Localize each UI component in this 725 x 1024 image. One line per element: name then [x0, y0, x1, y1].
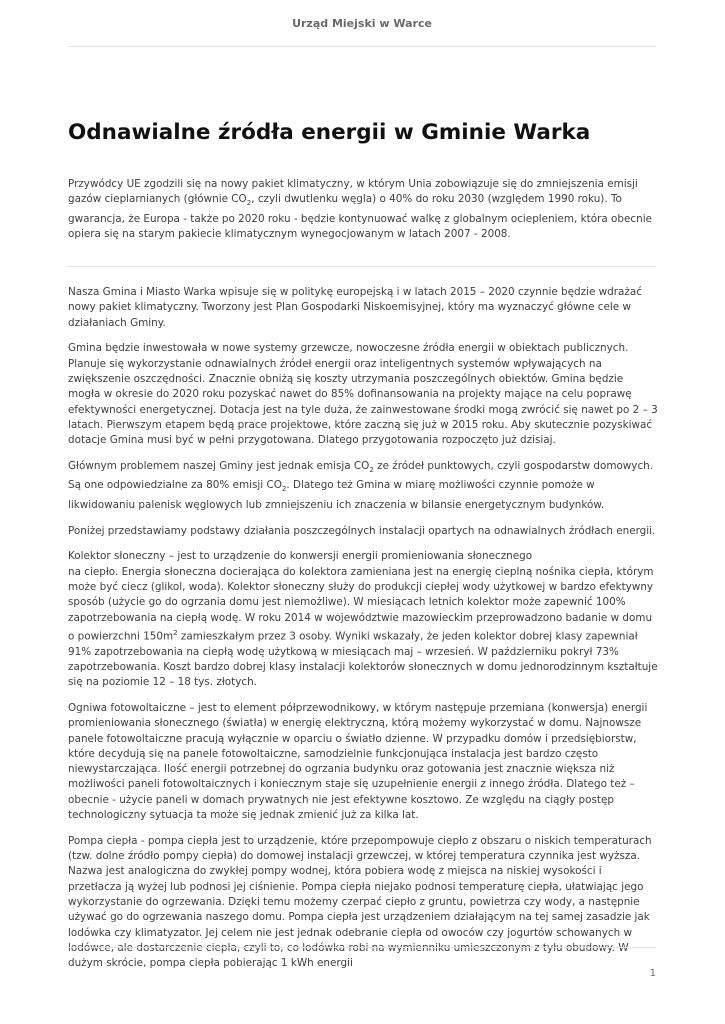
paragraph-emission: Głównym problemem naszej Gminy jest jednak emisja $CO_2$ ze źródeł punktowych, czyli gospodarstw domowych. Są one odpowiedzialne za 80% emisji $CO_2$. Dlatego też Gmina w miarę możliwości czynnie pomoże w likwidowaniu palenisk węglowych lub zmniejszeniu ich znaczenia w bilansie energetycznym budynków. [68, 459, 654, 511]
header-divider [68, 46, 656, 47]
superscript-2: 2 [173, 628, 178, 637]
footer-divider [68, 947, 656, 948]
paragraph-photovoltaic: Ogniwa fotowoltaiczne – jest to element półprzewodnikowy, w którym następuje przemiana (konwersja) energii promieniowania słonecznego (światła) w energię elektryczną, którą możemy wykorzystać w domu. Najnowsze panele fotowoltaiczne pracują wyłącznie w oparciu o światło dzienne. W przypadku domów i przedsiębiorstw, które decydują się na panele fotowoltaiczne, samodzielnie funkcjonująca instalacja jest bardzo często niewystarczająca. Ilość energii potrzebnej do ogrzania budynku oraz gotowania jest znacznie większa niż możliwości paneli fotowoltaicznych i koniecznym staje się uzupełnienie energii z innego źródła. Dlatego też – obecnie - użycie paneli w domach prywatnych nie jest efektywne kosztowo. Ze względu na ciągły postęp technologiczny sytuacja ta może się jednak zmienić już za kilka lat. [68, 701, 648, 822]
body-section [68, 285, 658, 982]
section-divider [68, 266, 656, 267]
paragraph-intro-installations: Poniżej przedstawiamy podstawy działania poszczególnych instalacji opartych na odnawialnych źródłach energii. [68, 524, 656, 537]
paragraph-heat-pump: Pompa ciepła - pompa ciepła jest to urządzenie, które przepompowuje ciepło z obszaru o niskich temperaturach (tzw. dolne źródło pompy ciepła) do domowej instalacji grzewczej, w której temperatura czynnika jest wyższa. Nazwa jest analogiczna do zwykłej pompy wodnej, która pobiera wodę z miejsca na niskiej wysokości i przetłacza ją wyżej lub podnosi jej ciśnienie. Pompa ciepła niejako podnosi temperaturę ciepła, ułatwiając jego wykorzystanie do ogrzewania. Dzięki temu możemy czerpać ciepło z gruntu, powietrza czy wody, a następnie używać go do ogrzewania naszego domu. Pompa ciepła jest urządzeniem działającym na tej samej zasadzie jak lodówka czy klimatyzator. Jej celem nie jest jednak odebranie ciepła od owoców czy jogurtów schowanych w dużym skrócie, pompa ciepła pobierając 1 kWh energii [68, 834, 652, 970]
subscript-2: 2 [246, 199, 252, 208]
document-header: Urząd Miejski w Warce [292, 17, 432, 30]
page-number: 1 [649, 968, 656, 979]
paragraph-policy: Nasza Gmina i Miasto Warka wpisuje się w politykę europejską i w latach 2015 – 2020 czynnie będzie wdrażać nowy pakiet klimatyczny. Tworzony jest Plan Gospodarki Niskoemisyjnej, który ma wyznaczyć główne cele w działaniach Gminy. [68, 286, 642, 329]
paragraph-investment: Gmina będzie inwestowała w nowe systemy grzewcze, nowoczesne źródła energii w obiektach publicznych. Planuje się wykorzystanie odnawialnych źródeł energii oraz inteligentnych systemów wpływających na zwiększenie oszczędności. Znacznie obniżą się koszty utrzymania poszczególnych obiektów. Gmina będzie mogła w okresie do 2020 roku pozyskać nawet do 85% dofinansowania na projekty mające na celu poprawę efektywności energetycznej. Dotacja jest na tyle duża, że zainwestowane środki mogą zwrócić się nawet po 2 – 3 latach. Pierwszym etapem będą prace projektowe, które zaczną się już w 2015 roku. Aby skutecznie pozyskiwać dotacje Gmina musi być w pełni przygotowana. Dlatego przygotowania rozpoczęto już dzisiaj. [68, 342, 658, 447]
paragraph-solar-collector: Kolektor słoneczny – jest to urządzenie do konwersji energii promieniowania słonecznego na ciepło. Energia słoneczna docierająca do kolektora zamieniana jest na energię cieplną nośnika ciepła, którym może być ciecz (glikol, woda). Kolektor słoneczny służy do produkcji ciepłej wody użytkowej w bardzo efektywny sposób (użycie go do ogrzania domu jest niemożliwe). W miesiącach letnich kolektor może zapewnić 100% zapotrzebowania na ciepłą wodę. W roku 2014 w województwie mazowieckim przeprowadzono badanie w domu o powierzchni $150m^2$ zamieszkałym przez 3 osoby. Wyniki wskazały, że jeden kolektor dobrej klasy zapewniał 91% zapotrzebowania na ciepłą wodę użytkową w miesiącach maj – wrzesień. W październiku pokrył 73% zapotrzebowania. Koszt bardzo dobrej klasy instalacji kolektorów słonecznych w domu jednorodzinnym kształtuje się na poziomie 12 – 18 tys. złotych. [68, 550, 658, 689]
intro-paragraph: Przywódcy UE zgodzili się na nowy pakiet klimatyczny, w którym Unia zobowiązuje się do zmniejszenia emisji gazów cieplarnianych (głównie $CO_2$, czyli dwutlenku węgla) o 40% do roku 2030 (względem 1990 roku). To gwarancja, że Europa - także po 2020 roku - będzie kontynuować walkę z globalnym ociepleniem, która obecnie opiera się na starym pakiecie klimatycznym wynegocjowanym w latach 2007 - 2008. [68, 178, 652, 240]
intro-section [68, 177, 658, 253]
page-title: Odnawialne źródła energii w Gminie Warka [68, 120, 591, 145]
